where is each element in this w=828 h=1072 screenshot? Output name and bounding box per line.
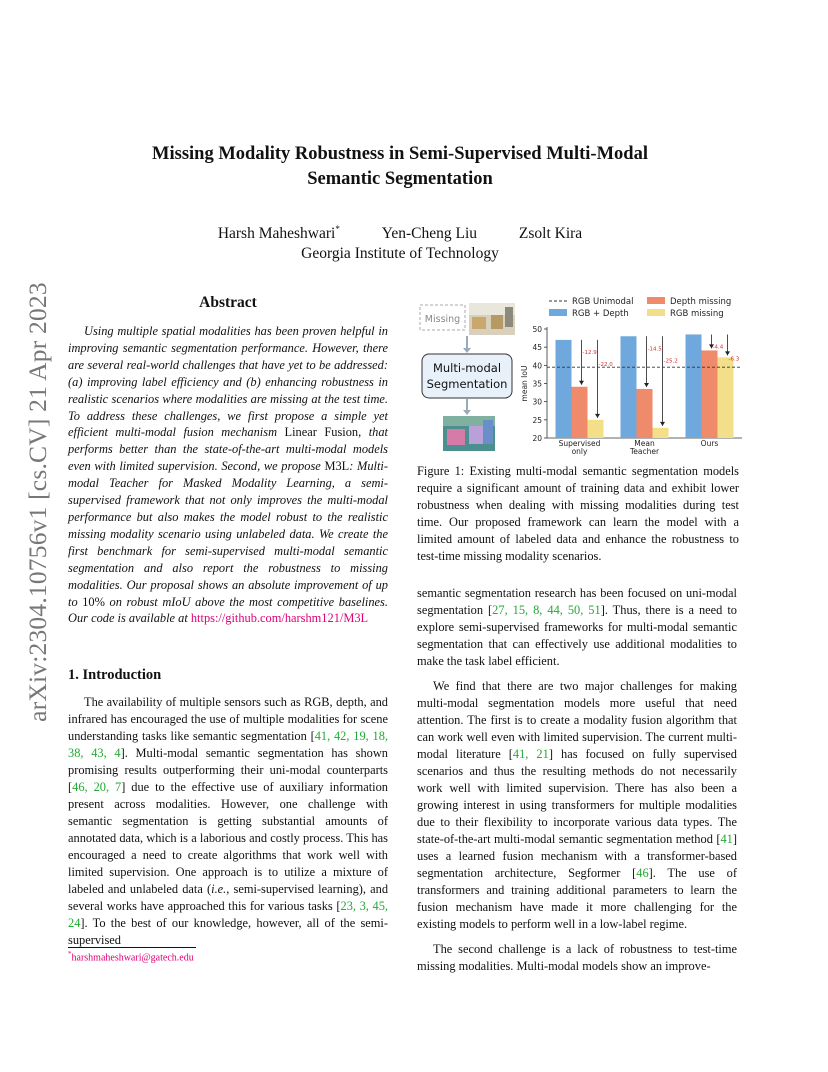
bar-0-2 xyxy=(588,420,604,438)
author-3: Zsolt Kira xyxy=(518,225,583,243)
x-tick-label: Mean xyxy=(634,439,655,448)
title-line-1: Missing Modality Robustness in Semi-Supervised Multi-Modal xyxy=(152,144,648,164)
footnote-email[interactable]: harshmaheshwari@gatech.edu xyxy=(71,952,194,964)
x-tick-label: Ours xyxy=(700,439,719,448)
legend-label-1: Depth missing xyxy=(670,297,732,307)
drop-arrow-head xyxy=(660,422,665,426)
author-1: Harsh Maheshwari* xyxy=(217,224,340,243)
drop-label: -4.4 xyxy=(712,344,724,351)
legend-label-reference: RGB Unimodal xyxy=(572,297,634,307)
y-tick-label: 30 xyxy=(532,397,542,407)
bar-2-2 xyxy=(718,357,734,438)
bar-1-0 xyxy=(621,336,637,438)
figure-caption: Figure 1: Existing multi-modal semantic segmentation models require a significant amount of training data and exhibit lower robustness when dealing with missing modalities during test time. Our proposed framework can learn the model with a limited amount of labeled data and enhance the robustness to test-time missing modality scenarios. xyxy=(417,464,739,563)
bar-0-0 xyxy=(556,340,572,438)
authors-block xyxy=(100,219,700,264)
x-tick-label: Supervised xyxy=(558,439,601,448)
citation-link[interactable]: 23, 3, 45, 24 xyxy=(68,899,388,930)
legend-label-2: RGB missing xyxy=(670,309,724,319)
x-tick-label: Teacher xyxy=(629,447,660,456)
arrow-head xyxy=(463,410,471,415)
legend-swatch-2 xyxy=(647,309,665,316)
rgb-image-thumbnail xyxy=(469,303,515,335)
citation-link[interactable]: 46, 20, 7 xyxy=(72,780,122,794)
code-link[interactable]: https://github.com/harshm121/M3L xyxy=(190,611,369,626)
citation-link[interactable]: 41 xyxy=(720,832,733,846)
drop-label: -22.0 xyxy=(598,361,613,368)
y-axis-label: mean IoU xyxy=(520,365,529,402)
citation-link[interactable]: 46 xyxy=(636,866,649,880)
drop-arrow-head xyxy=(595,414,600,418)
bar-1-2 xyxy=(653,428,669,438)
drop-label: -12.9 xyxy=(582,349,597,356)
arrow-head xyxy=(463,348,471,353)
abstract-heading: Abstract xyxy=(199,294,257,311)
drop-arrow-head xyxy=(644,383,649,387)
abstract-body: Using multiple spatial modalities has been proven helpful in improving semantic segmentation performance. However, there are several real-world challenges that have yet to be addressed: (a) improving label efficiency and (b) enhancing robustness in realistic scenarios where modalities are missing at the test time. To address these challenges, we first propose a simple yet efficient multi-modal fusion mechanism Linear Fusion, that performs better than the state-of-the-art multi-modal models even with limited supervision. Second, we propose M3L: Multi-modal Teacher for Masked Modality Learning, a semi-supervised framework that not only improves the multi-modal performance but also makes the model robust to the realistic missing modality scenario using unlabeled data. We create the first benchmark for semi-supervised multi-modal semantic segmentation and also report the robustness to missing modalities. Our proposal shows an absolute improvement of up to 10% on robust mIoU above the most competitive baselines. Our code is available at https://github.com/harshm121/M3L xyxy=(68,324,388,626)
author-2: Yen-Cheng Liu xyxy=(381,225,478,243)
y-tick-label: 25 xyxy=(532,415,542,425)
y-tick-label: 35 xyxy=(532,379,542,389)
right-column-body: semantic segmentation research has been focused on uni-modal segmentation [27, 15, 8, 44, 50, 51]. Thus, there is a need to explore semi-supervised frameworks for multi-modal semantic segmentation that can effectively use additional modalities to make the task label efficient. We find that there are two major challenges for making multi-modal segmentation models more useful that need attention. The first is to create a modality fusion algorithm that can work well even with limited supervision. The current multi-modal literature [41, 21] has focused on fully supervised scenarios and thus the resulting methods do not necessarily work well with limited supervision. There has also been a growing interest in using transformers for multiple modalities due to their flexibility to incorporate various data types. The state-of-the-art multi-modal semantic segmentation method [41] uses a learned fusion mechanism with a transformer-based segmentation architecture, Segformer [46]. The use of transformers and training additional parameters to learn the fusion mechanism have made it more challenging for the existing models to perform well in a low-label regime. The second challenge is a lack of robustness to test-time missing modalities. Multi-modal models show an improve- xyxy=(417,586,737,973)
title-line-2: Semantic Segmentation xyxy=(307,169,493,189)
bar-0-1 xyxy=(572,387,588,438)
drop-arrow-head xyxy=(579,381,584,385)
bar-2-0 xyxy=(686,334,702,438)
drop-label: -6.3 xyxy=(728,356,740,363)
figure-1 xyxy=(417,293,747,459)
intro-heading: 1. Introduction xyxy=(68,667,162,683)
drop-arrow-head xyxy=(725,351,730,355)
arxiv-stamp xyxy=(18,282,58,722)
arxiv-stamp-text: arXiv:2304.10756v1 [cs.CV] 21 Apr 2023 xyxy=(23,282,52,722)
bar-2-1 xyxy=(702,350,718,438)
missing-label: Missing xyxy=(424,314,461,325)
legend-swatch-0 xyxy=(549,309,567,316)
y-tick-label: 20 xyxy=(532,434,542,443)
drop-label: -14.5 xyxy=(647,346,662,353)
paper-title xyxy=(100,142,700,192)
intro-body: The availability of multiple sensors such as RGB, depth, and infrared has encouraged the use of multiple modalities for scene understanding tasks like semantic segmentation [41, 42, 19, 18, 38, 43, 4]. Multi-modal semantic segmentation has shown promising results outperforming their uni-modal counterparts [46, 20, 7] due to the effective use of auxiliary information present across modalities. However, one challenge with semantic segmentation is getting substantial amounts of annotated data, which is a laborious and costly process. This has encouraged a need to create algorithms that work well with limited supervision. One approach is to utilize a mixture of labeled and unlabeled data (i.e., semi-supervised learning), and several works have approached this for various tasks [23, 3, 45, 24]. To the best of our knowledge, however, all of the semi-supervised xyxy=(68,695,389,947)
legend-swatch-1 xyxy=(647,297,665,304)
affiliation: Georgia Institute of Technology xyxy=(301,245,499,263)
citation-link[interactable]: 41, 21 xyxy=(512,747,549,761)
y-tick-label: 40 xyxy=(532,361,542,371)
drop-label: -25.2 xyxy=(663,358,678,365)
model-line-1: Multi-modal xyxy=(432,361,502,375)
y-tick-label: 50 xyxy=(532,325,542,334)
bar-1-1 xyxy=(637,389,653,438)
chart-area xyxy=(520,297,742,456)
citation-link[interactable]: 27, 15, 8, 44, 50, 51 xyxy=(492,603,601,617)
model-line-2: Segmentation xyxy=(426,377,508,391)
legend-label-0: RGB + Depth xyxy=(572,309,629,319)
citation-link[interactable]: 41, 42, 19, 18, 38, 43, 4 xyxy=(68,729,388,760)
footnote-rule xyxy=(68,947,196,948)
footnote: *harshmaheshwari@gatech.edu xyxy=(68,950,194,964)
y-tick-label: 45 xyxy=(532,343,542,353)
x-tick-label: only xyxy=(571,447,588,456)
segmentation-output-thumbnail xyxy=(443,416,495,451)
